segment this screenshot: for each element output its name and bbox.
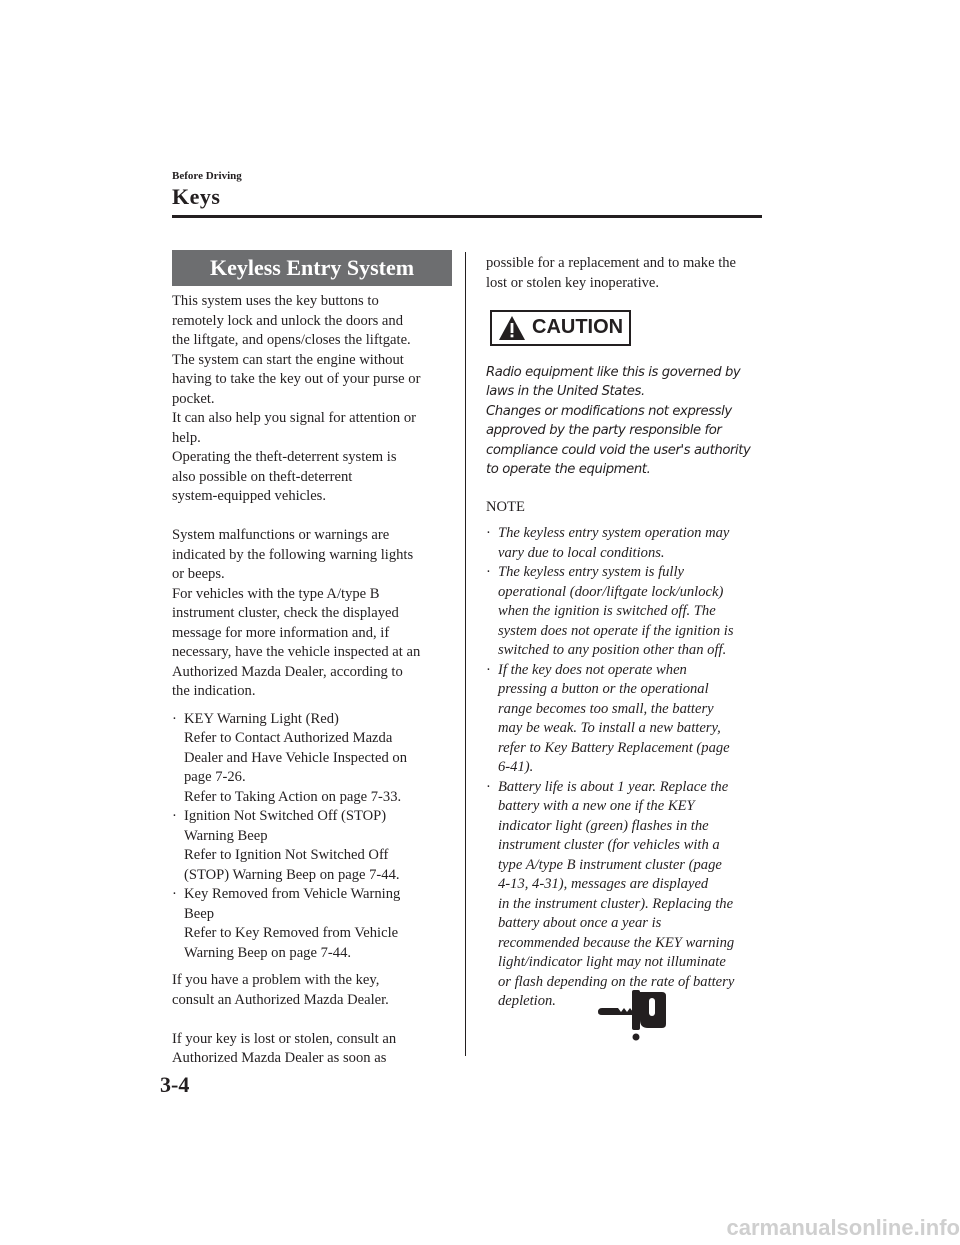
- text-line: Authorized Mazda Dealer, according to: [172, 663, 403, 680]
- text-line: vary due to local conditions.: [498, 544, 665, 561]
- text-line: Refer to Taking Action on page 7-33.: [184, 788, 402, 805]
- section-label: Before Driving: [172, 170, 242, 182]
- problem-paragraph: [172, 971, 452, 1010]
- text-line: If your key is lost or stolen, consult an: [172, 1030, 397, 1047]
- text-line: range becomes too small, the battery: [498, 700, 714, 717]
- list-item: [486, 661, 764, 778]
- text-line: Operating the theft-deterrent system is: [172, 449, 397, 465]
- text-line: refer to Key Battery Replacement (page: [498, 739, 730, 756]
- text-line: Refer to Contact Authorized Mazda: [184, 730, 393, 746]
- text-line: in the instrument cluster). Replacing the: [498, 895, 734, 912]
- column-divider: [465, 252, 466, 1056]
- text-line: battery about once a year is: [498, 915, 662, 931]
- text-line: type A/type B instrument cluster (page: [498, 856, 722, 873]
- warning-list: [172, 710, 452, 964]
- text-line: possible for a replacement and to make the: [486, 255, 737, 271]
- continued-paragraph: [486, 254, 764, 293]
- text-line: consult an Authorized Mazda Dealer.: [172, 991, 389, 1008]
- header-rule: [172, 215, 762, 218]
- text-line: laws in the United States.: [486, 384, 645, 399]
- text-line: Warning Beep on page 7-44.: [184, 944, 352, 961]
- text-line: page 7-26.: [184, 769, 246, 785]
- text-line: or beeps.: [172, 566, 225, 582]
- text-line: light/indicator light may not illuminate: [498, 954, 726, 970]
- text-line: Dealer and Have Vehicle Inspected on: [184, 749, 407, 766]
- list-item: [486, 524, 764, 563]
- text-line: Radio equipment like this is governed by: [486, 364, 741, 380]
- text-line: depletion.: [498, 993, 556, 1009]
- text-line: If the key does not operate when: [498, 661, 687, 678]
- text-line: Key Removed from Vehicle Warning: [184, 886, 401, 902]
- text-line: This system uses the key buttons to: [172, 293, 379, 309]
- text-line: (STOP) Warning Beep on page 7-44.: [184, 866, 400, 883]
- text-line: to operate the equipment.: [486, 462, 651, 477]
- text-line: Ignition Not Switched Off (STOP): [184, 808, 387, 824]
- text-line: The keyless entry system operation may: [498, 525, 730, 541]
- text-line: operational (door/liftgate lock/unlock): [498, 583, 724, 600]
- text-line: pocket.: [172, 390, 215, 407]
- text-line: having to take the key out of your purse or: [172, 371, 421, 387]
- list-item: [486, 563, 764, 661]
- watermark: carmanualsonline.info: [726, 1215, 960, 1240]
- bullet-dot: ·: [486, 525, 491, 541]
- text-line: message for more information and, if: [172, 624, 390, 641]
- text-line: remotely lock and unlock the doors and: [172, 312, 404, 329]
- text-line: may be weak. To install a new battery,: [498, 720, 721, 736]
- text-line: recommended because the KEY warning: [498, 934, 735, 951]
- page-number: 3-4: [160, 1072, 190, 1097]
- text-line: also possible on theft-deterrent: [172, 468, 353, 485]
- text-line: approved by the party responsible for: [486, 423, 722, 438]
- warning-triangle-icon: [498, 315, 526, 341]
- text-line: the liftgate, and opens/closes the liftgate.: [172, 332, 411, 348]
- text-line: Warning Beep: [184, 827, 268, 844]
- text-line: System malfunctions or warnings are: [172, 527, 390, 543]
- text-line: necessary, have the vehicle inspected at an: [172, 644, 421, 660]
- text-line: lost or stolen key inoperative.: [486, 274, 660, 291]
- text-line: Beep: [184, 905, 214, 922]
- malfunction-paragraph: [172, 526, 452, 702]
- text-line: The system can start the engine without: [172, 351, 404, 368]
- text-line: Refer to Key Removed from Vehicle: [184, 925, 399, 941]
- right-column: [486, 254, 764, 1012]
- list-item: [172, 807, 452, 885]
- bullet-dot: ·: [172, 886, 177, 902]
- text-line: Refer to Ignition Not Switched Off: [184, 847, 389, 863]
- bullet-dot: ·: [172, 710, 177, 727]
- note-heading: NOTE: [486, 498, 525, 515]
- caution-label: CAUTION: [532, 316, 624, 339]
- text-line: battery with a new one if the KEY: [498, 798, 695, 814]
- bullet-dot: ·: [486, 661, 491, 678]
- text-line: If you have a problem with the key,: [172, 972, 380, 988]
- text-line: Authorized Mazda Dealer as soon as: [172, 1050, 387, 1066]
- text-line: or flash depending on the rate of battery: [498, 973, 735, 990]
- text-line: For vehicles with the type A/type B: [172, 585, 380, 602]
- list-item: [172, 710, 452, 808]
- chapter-title: Keys: [172, 184, 221, 209]
- text-line: instrument cluster (for vehicles with a: [498, 837, 720, 853]
- text-line: It can also help you signal for attention or: [172, 410, 416, 426]
- text-line: when the ignition is switched off. The: [498, 603, 716, 619]
- text-line: 6-41).: [498, 759, 534, 775]
- list-item: [172, 885, 452, 963]
- text-line: compliance could void the user's authority: [486, 442, 751, 458]
- text-line: instrument cluster, check the displayed: [172, 605, 399, 621]
- intro-paragraph: [172, 292, 452, 507]
- bullet-dot: ·: [172, 808, 177, 824]
- key-warning-indicator-icon: [596, 984, 668, 1042]
- text-line: KEY Warning Light (Red): [184, 710, 339, 727]
- text-line: 4-13, 4-31), messages are displayed: [498, 876, 709, 892]
- text-line: Changes or modifications not expressly: [486, 403, 732, 419]
- text-line: system-equipped vehicles.: [172, 488, 327, 504]
- text-line: Battery life is about 1 year. Replace the: [498, 778, 729, 795]
- caution-box: [490, 310, 631, 346]
- section-banner: Keyless Entry System: [172, 250, 452, 286]
- text-line: pressing a button or the operational: [498, 681, 709, 697]
- text-line: the indication.: [172, 683, 256, 699]
- note-list: [486, 524, 764, 1012]
- list-item: [486, 778, 764, 1012]
- caution-text: [486, 363, 764, 480]
- text-line: The keyless entry system is fully: [498, 564, 685, 580]
- left-column: [172, 250, 452, 1069]
- bullet-dot: ·: [486, 778, 491, 795]
- text-line: help.: [172, 429, 201, 446]
- text-line: system does not operate if the ignition is: [498, 622, 734, 639]
- text-line: indicator light (green) flashes in the: [498, 817, 709, 834]
- text-line: switched to any position other than off.: [498, 642, 727, 658]
- text-line: indicated by the following warning lights: [172, 546, 414, 563]
- bullet-dot: ·: [486, 564, 491, 580]
- lost-key-paragraph: [172, 1030, 452, 1069]
